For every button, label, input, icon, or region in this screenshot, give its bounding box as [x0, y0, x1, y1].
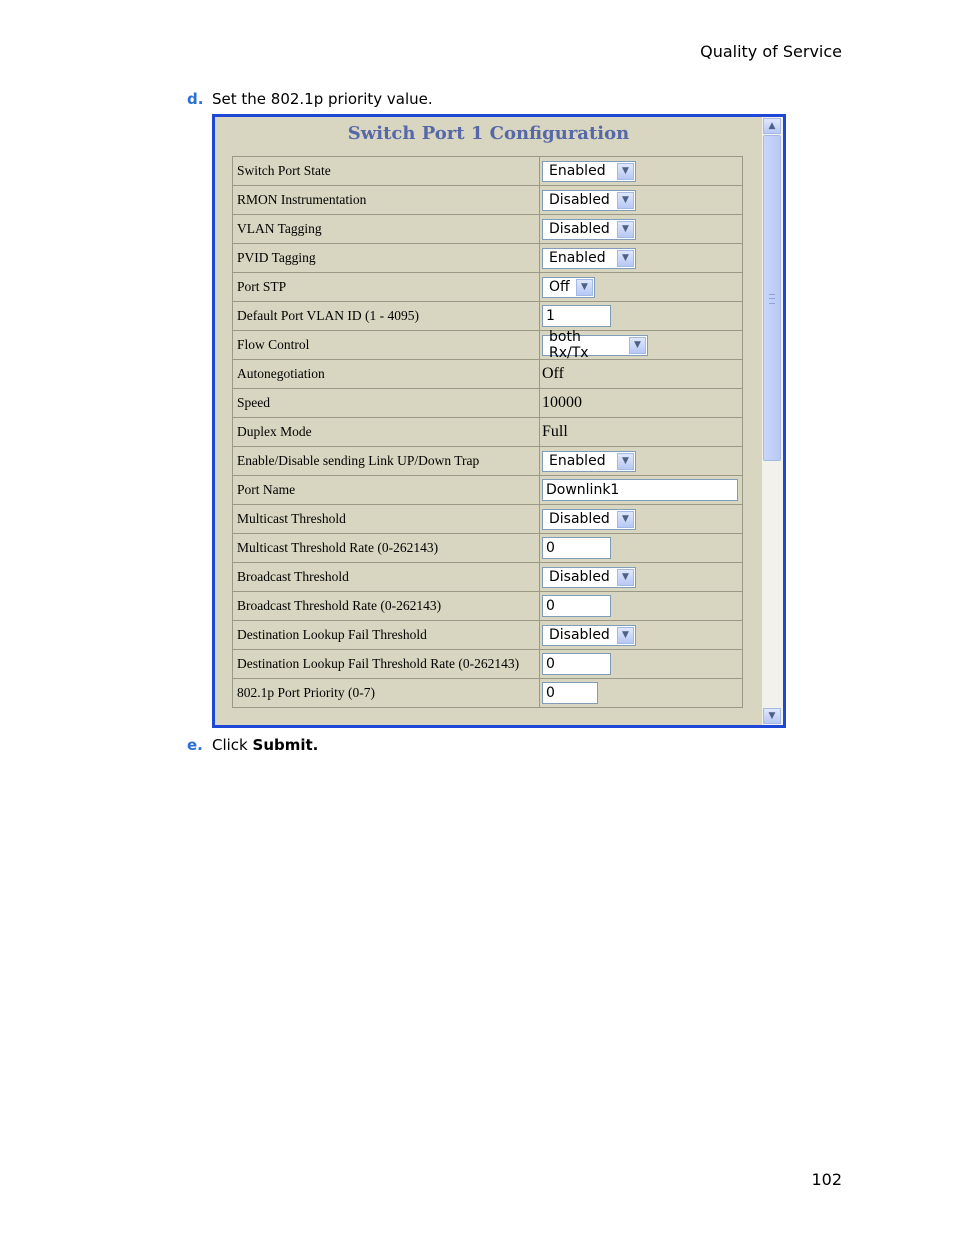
- select-value: Enabled: [549, 163, 606, 179]
- row-label: Speed: [233, 389, 540, 418]
- row-port-stp: [233, 273, 743, 302]
- step-e-text: Click: [212, 736, 253, 754]
- 8021p-port-priority-input[interactable]: 0: [542, 682, 598, 704]
- row-label: Default Port VLAN ID (1 - 4095): [233, 302, 540, 331]
- step-e: [187, 736, 318, 754]
- select-value: Disabled: [549, 511, 610, 527]
- row-label: Enable/Disable sending Link UP/Down Trap: [233, 447, 540, 476]
- multicast-threshold-select[interactable]: [542, 509, 636, 530]
- autonegotiation-value: Off: [542, 365, 564, 382]
- row-broadcast-threshold-rate: [233, 592, 743, 621]
- row-label: PVID Tagging: [233, 244, 540, 273]
- select-value: Off: [549, 279, 570, 295]
- dlf-threshold-select[interactable]: [542, 625, 636, 646]
- step-e-bold: Submit.: [252, 736, 319, 754]
- switch-port-state-select[interactable]: [542, 161, 636, 182]
- select-value: Enabled: [549, 250, 606, 266]
- config-table: [232, 156, 743, 708]
- row-broadcast-threshold: [233, 563, 743, 592]
- scroll-up-icon[interactable]: ▲: [763, 118, 781, 134]
- page-number: 102: [811, 1170, 842, 1189]
- chevron-down-icon[interactable]: ▼: [617, 627, 634, 644]
- flow-control-select[interactable]: [542, 329, 648, 361]
- select-value: Disabled: [549, 569, 610, 585]
- row-label: Broadcast Threshold: [233, 563, 540, 592]
- select-value: Disabled: [549, 192, 610, 208]
- row-label: Multicast Threshold: [233, 505, 540, 534]
- step-d-letter: d.: [187, 90, 204, 108]
- chevron-down-icon[interactable]: ▼: [617, 192, 634, 209]
- vlan-tagging-select[interactable]: [542, 219, 636, 240]
- chevron-down-icon[interactable]: ▼: [629, 337, 646, 354]
- step-d-text: Set the 802.1p priority value.: [212, 90, 433, 108]
- row-flow-control: [233, 331, 743, 360]
- chevron-down-icon[interactable]: ▼: [576, 279, 593, 296]
- scrollbar-thumb[interactable]: [763, 135, 781, 461]
- row-multicast-threshold-rate: [233, 534, 743, 563]
- row-label: Flow Control: [233, 331, 540, 360]
- row-link-trap: [233, 447, 743, 476]
- section-title: Quality of Service: [700, 42, 842, 61]
- panel-title: Switch Port 1 Configuration: [347, 123, 630, 144]
- row-default-port-vlan-id: [233, 302, 743, 331]
- chevron-down-icon[interactable]: ▼: [617, 163, 634, 180]
- default-port-vlan-id-input[interactable]: 1: [542, 305, 611, 327]
- multicast-threshold-rate-input[interactable]: 0: [542, 537, 611, 559]
- pvid-tagging-select[interactable]: [542, 248, 636, 269]
- broadcast-threshold-select[interactable]: [542, 567, 636, 588]
- chevron-down-icon[interactable]: ▼: [617, 453, 634, 470]
- chevron-down-icon[interactable]: ▼: [617, 511, 634, 528]
- speed-value: 10000: [542, 394, 582, 411]
- config-panel: [215, 117, 762, 725]
- row-pvid-tagging: [233, 244, 743, 273]
- row-label: Duplex Mode: [233, 418, 540, 447]
- vertical-scrollbar[interactable]: [762, 117, 783, 725]
- select-value: both Rx/Tx: [549, 329, 589, 361]
- chevron-down-icon[interactable]: ▼: [617, 221, 634, 238]
- row-switch-port-state: [233, 157, 743, 186]
- dlf-threshold-rate-input[interactable]: 0: [542, 653, 611, 675]
- scroll-down-icon[interactable]: ▼: [763, 708, 781, 724]
- row-autonegotiation: [233, 360, 743, 389]
- row-label: Multicast Threshold Rate (0-262143): [233, 534, 540, 563]
- row-label: Port Name: [233, 476, 540, 505]
- row-8021p-port-priority: [233, 679, 743, 708]
- row-label: 802.1p Port Priority (0-7): [233, 679, 540, 708]
- row-vlan-tagging: [233, 215, 743, 244]
- row-dlf-threshold: [233, 621, 743, 650]
- row-label: Autonegotiation: [233, 360, 540, 389]
- step-d: [187, 90, 433, 108]
- row-speed: [233, 389, 743, 418]
- row-multicast-threshold: [233, 505, 743, 534]
- row-label: Switch Port State: [233, 157, 540, 186]
- screenshot-window: [212, 114, 786, 728]
- port-stp-select[interactable]: [542, 277, 595, 298]
- broadcast-threshold-rate-input[interactable]: 0: [542, 595, 611, 617]
- select-value: Disabled: [549, 221, 610, 237]
- select-value: Enabled: [549, 453, 606, 469]
- rmon-instrumentation-select[interactable]: [542, 190, 636, 211]
- row-label: Destination Lookup Fail Threshold Rate (0-262143): [233, 650, 540, 679]
- link-trap-select[interactable]: [542, 451, 636, 472]
- row-label: VLAN Tagging: [233, 215, 540, 244]
- row-label: Destination Lookup Fail Threshold: [233, 621, 540, 650]
- chevron-down-icon[interactable]: ▼: [617, 250, 634, 267]
- select-value: Disabled: [549, 627, 610, 643]
- chevron-down-icon[interactable]: ▼: [617, 569, 634, 586]
- row-duplex-mode: [233, 418, 743, 447]
- row-label: RMON Instrumentation: [233, 186, 540, 215]
- row-dlf-threshold-rate: [233, 650, 743, 679]
- grip-icon: [769, 294, 775, 304]
- port-name-input[interactable]: Downlink1: [542, 479, 738, 501]
- row-label: Broadcast Threshold Rate (0-262143): [233, 592, 540, 621]
- row-label: Port STP: [233, 273, 540, 302]
- row-rmon-instrumentation: [233, 186, 743, 215]
- duplex-mode-value: Full: [542, 423, 568, 440]
- row-port-name: [233, 476, 743, 505]
- step-e-letter: e.: [187, 736, 203, 754]
